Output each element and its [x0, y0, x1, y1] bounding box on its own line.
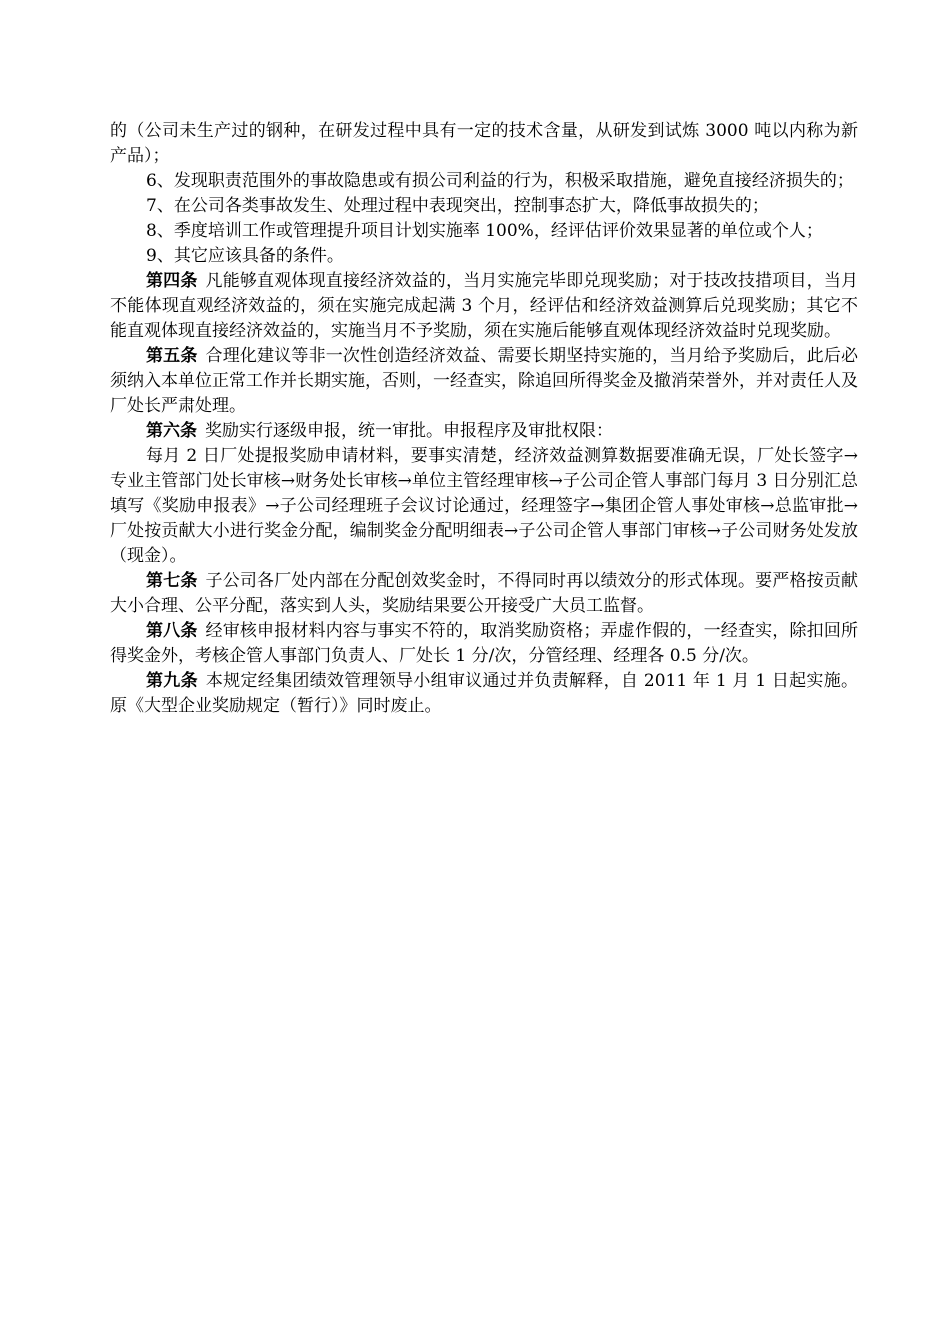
- article-text: 合理化建议等非一次性创造经济效益、需要长期坚持实施的，当月给予奖励后，此后必须纳入本单位正常工作并长期实施，否则，一经查实，除追回所得奖金及撤消荣誉外，并对责任人及厂处长严肃处理。: [110, 346, 859, 416]
- article-6: [110, 419, 858, 444]
- article-9: [110, 669, 858, 719]
- paragraph-text: 8、季度培训工作或管理提升项目计划实施率 100%，经评估评价效果显著的单位或个人；: [146, 221, 823, 241]
- article-text: 本规定经集团绩效管理领导小组审议通过并负责解释，自 2011 年 1 月 1 日起实施。原《大型企业奖励规定（暂行）》同时废止。: [110, 671, 859, 716]
- approval-procedure: [110, 444, 858, 569]
- article-heading: 第四条: [146, 271, 198, 291]
- paragraph-text: 每月 2 日厂处提报奖励申请材料，要事实清楚，经济效益测算数据要准确无误，厂处长签字→专业主管部门处长审核→财务处长审核→单位主管经理审核→子公司企管人事部门每月 3 日分别汇总填写《奖励申报表》→子公司经理班子会议讨论通过，经理签字→集团企管人事处审核→总监审批→厂处按贡献大小进行奖金分配，编制奖金分配明细表→子公司企管人事部门审核→子公司财务处发放（现金）。: [110, 446, 858, 566]
- article-8: [110, 619, 858, 669]
- article-text: 凡能够直观体现直接经济效益的，当月实施完毕即兑现奖励；对于技改技措项目，当月不能体现直观经济效益的，须在实施完成起满 3 个月，经评估和经济效益测算后兑现奖励；其它不能直观体现直接经济效益的，实施当月不予奖励，须在实施后能够直观体现经济效益时兑现奖励。: [110, 271, 859, 341]
- article-heading: 第九条: [146, 671, 198, 691]
- paragraph: [110, 219, 858, 244]
- paragraph-text: 7、在公司各类事故发生、处理过程中表现突出，控制事态扩大，降低事故损失的；: [146, 196, 769, 216]
- paragraph-text: 6、发现职责范围外的事故隐患或有损公司利益的行为，积极采取措施，避免直接经济损失的；: [146, 171, 854, 191]
- article-5: [110, 344, 858, 419]
- article-heading: 第六条: [146, 421, 197, 441]
- article-text: 子公司各厂处内部在分配创效奖金时，不得同时再以绩效分的形式体现。要严格按贡献大小合理、公平分配，落实到人头，奖励结果要公开接受广大员工监督。: [110, 571, 859, 616]
- article-text: 经审核申报材料内容与事实不符的，取消奖励资格；弄虚作假的，一经查实，除扣回所得奖金外，考核企管人事部门负责人、厂处长 1 分/次，分管经理、经理各 0.5 分/次。: [110, 621, 859, 666]
- paragraph: [110, 169, 858, 194]
- article-heading: 第八条: [146, 621, 198, 641]
- article-4: [110, 269, 858, 344]
- paragraph: [110, 119, 858, 169]
- paragraph-text: 的（公司未生产过的钢种，在研发过程中具有一定的技术含量，从研发到试炼 3000 吨以内称为新产品）；: [110, 121, 858, 166]
- paragraph-text: 9、其它应该具备的条件。: [146, 246, 344, 266]
- paragraph: [110, 194, 858, 219]
- article-text: 奖励实行逐级申报，统一审批。申报程序及审批权限：: [205, 421, 613, 441]
- article-heading: 第五条: [146, 346, 198, 366]
- paragraph: [110, 244, 858, 269]
- article-7: [110, 569, 858, 619]
- article-heading: 第七条: [146, 571, 198, 591]
- document-body: [110, 119, 858, 719]
